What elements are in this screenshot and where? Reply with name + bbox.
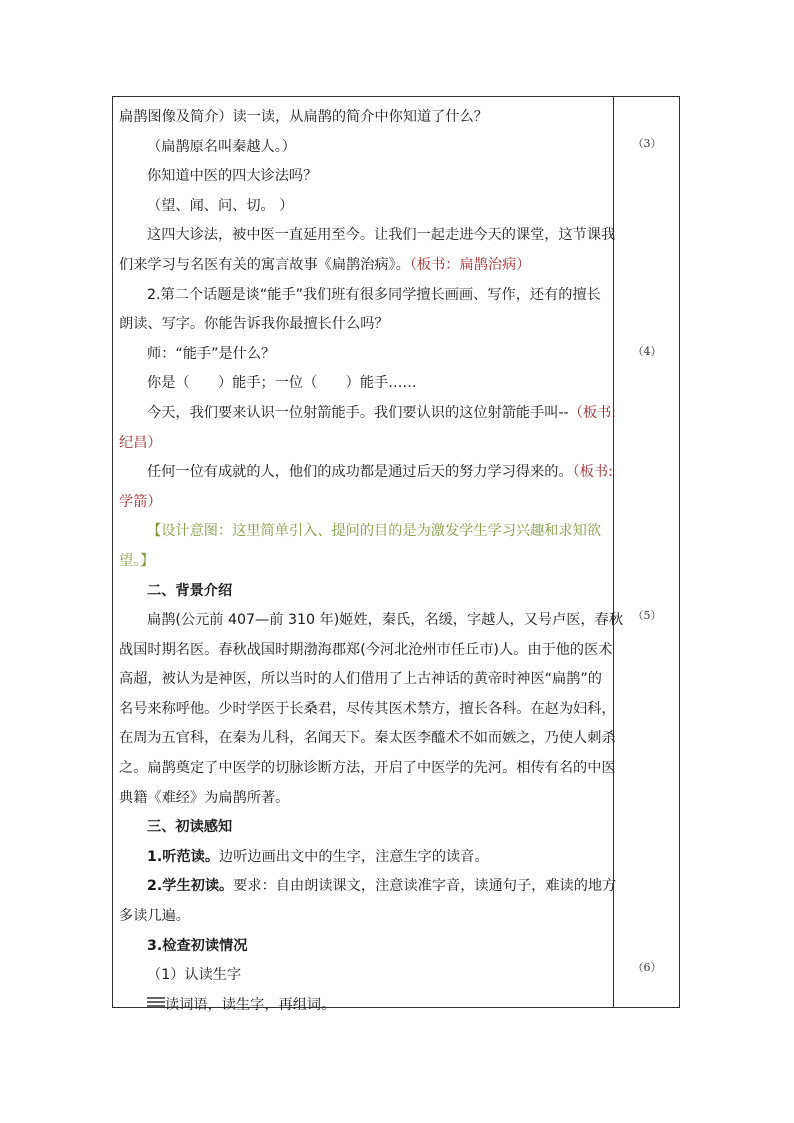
text-line: 之。扁鹊奠定了中医学的切脉诊断方法，开启了中医学的先河。相传有名的中医 [119, 760, 616, 777]
glyph-mark-icon [147, 997, 165, 1011]
board-note: 纪昌） [119, 434, 162, 451]
text-line [119, 991, 607, 1021]
section-heading: 二、背景介绍 [147, 582, 233, 599]
board-note: （板书: [568, 404, 617, 421]
step-number: （4） [632, 345, 662, 358]
text-line: （1）认读生字 [147, 967, 242, 984]
text-line: 扁鹊图像及简介）读一读，从扁鹊的简介中你知道了什么？ [119, 109, 488, 125]
text-line [119, 458, 613, 488]
step-number: （6） [632, 961, 662, 974]
text-line [119, 399, 617, 429]
text-line: 你知道中医的四大诊法吗？ [147, 168, 318, 185]
text-line: 你是（ ）能手；一位（ ）能手…… [147, 375, 417, 392]
text-line: 在周为五官科，在秦为儿科，名闻天下。秦太医李醯术不如而嫉之，乃使人刺杀 [119, 730, 616, 747]
step-number: （5） [632, 609, 662, 622]
text-line: 扁鹊(公元前 407—前 310 年)姬姓，秦氏，名缓，字越人，又号卢医，春秋 [147, 612, 624, 629]
section-heading: 三、初读感知 [147, 819, 233, 836]
text-line: 这四大诊法，被中医一直延用至今。让我们一起走进今天的课堂，这节课我 [147, 227, 616, 244]
design-intent: 望。】 [119, 552, 155, 569]
text-line: 名号来称呼他。少时学医于长桑君，尽传其医术禁方，擅长各科。在赵为妇科， [119, 700, 616, 717]
text-line: （扁鹊原名叫秦越人。） [147, 138, 296, 155]
text-line: 典籍《难经》为扁鹊所著。 [119, 789, 290, 806]
text-line: （望、闻、问、切。 ） [147, 197, 294, 214]
text-line [119, 872, 617, 902]
text-line: 战国时期名医。春秋战国时期渤海郡郑(今河北沧州市任丘市)人。由于他的医术 [119, 641, 613, 658]
text-line: 2.第二个话题是谈“能手”我们班有很多同学擅长画画、写作，还有的擅长 [147, 286, 601, 303]
step-label: 3.检查初读情况 [147, 937, 248, 954]
text-segment: 边听边画出文中的生字，注意生字的读音。 [219, 848, 489, 865]
board-note: （板书：扁鹊治病） [409, 256, 531, 273]
text-segment: 读词语，读生字，再组词。 [165, 996, 336, 1013]
board-note: 学箭） [119, 493, 162, 510]
text-line [119, 843, 607, 873]
text-segment: 今天，我们要来认识一位射箭能手。我们要认识的这位射箭能手叫-- [147, 404, 569, 421]
text-segment: 任何一位有成就的人，他们的成功都是通过后天的努力学习得来的。 [147, 464, 573, 481]
text-line: 师：“能手”是什么？ [147, 345, 276, 362]
text-line: 高超，被认为是神医，所以当时的人们借用了上古神话的黄帝时神医“扁鹊”的 [119, 671, 602, 688]
board-note: （板书: [572, 464, 613, 481]
step-number: （3） [632, 137, 662, 150]
step-label: 2.学生初读。 [147, 878, 234, 895]
text-line: 朗读、写字。你能告诉我你最擅长什么吗？ [119, 316, 389, 333]
text-line: 多读几遍。 [119, 908, 190, 925]
text-segment: 们来学习与名医有关的寓言故事《扁鹊治病》。 [119, 256, 410, 273]
design-intent: 【设计意图：这里简单引入、提问的目的是为激发学生学习兴趣和求知欲 [147, 523, 602, 540]
step-label: 1.听范读。 [147, 848, 220, 865]
lesson-content [119, 103, 624, 1020]
lesson-table [112, 96, 680, 1013]
text-segment: 要求：自由朗读课文，注意读准字音，读通句子，难读的地方 [233, 878, 617, 895]
text-line [119, 251, 607, 281]
